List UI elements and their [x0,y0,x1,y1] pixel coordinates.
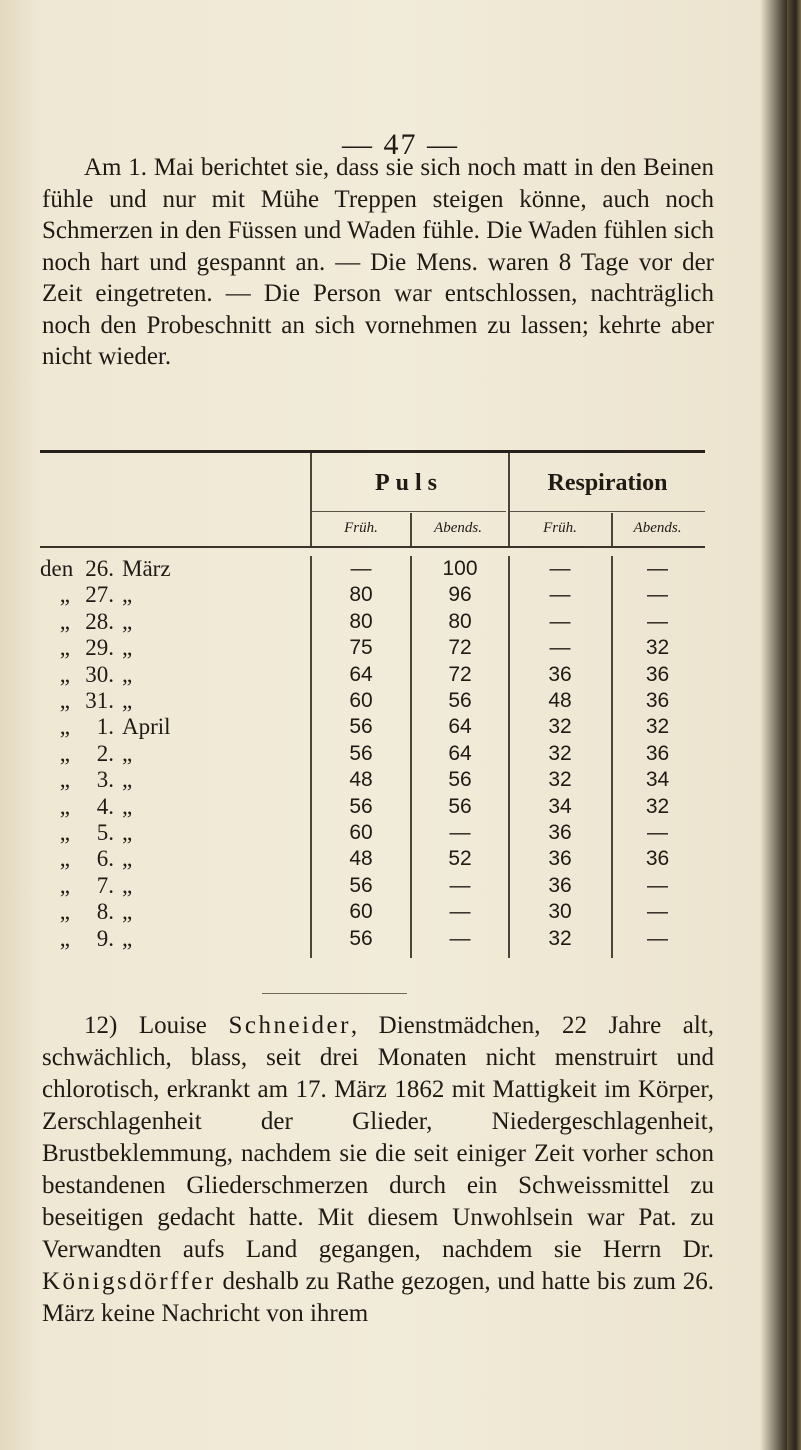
column-divider [410,513,412,546]
table-row [40,741,705,767]
date-cell [40,609,312,635]
respiration-frueh-cell: 30 [548,900,572,924]
date-day: 4. [96,793,114,819]
puls-frueh-cell: 80 [349,609,373,633]
table-header-rule [40,546,705,548]
table-row [40,873,705,899]
table-row [40,582,705,608]
date-month: „ [122,608,133,634]
date-prefix: den [40,556,74,581]
puls-frueh-cell: 64 [349,662,373,686]
puls-frueh-cell: 60 [349,821,373,845]
table-row [40,794,705,820]
puls-abends-cell: 100 [442,557,478,580]
date-prefix: „ [59,740,70,766]
respiration-abends-cell: 34 [645,768,670,792]
case-description-end: deshalb zu Rathe gezogen, und hatte bis zum 26. März keine Nachricht von ihrem [42,1268,715,1327]
respiration-frueh-cell: — [549,609,571,633]
date-month: „ [122,635,133,661]
table-row [40,820,705,846]
respiration-frueh-cell: 32 [548,741,572,765]
respiration-frueh-cell: — [549,636,571,660]
puls-abends-cell: — [449,873,471,897]
date-cell [40,714,312,740]
date-cell [40,635,312,661]
date-month: April [122,714,171,740]
respiration-abends-cell: — [647,557,668,580]
puls-frueh-cell: 80 [349,583,373,607]
respiration-frueh-cell: — [549,583,571,607]
date-prefix: „ [59,661,70,687]
date-prefix: „ [59,767,70,793]
date-cell [40,662,312,688]
date-month: „ [122,793,133,819]
column-divider [508,453,510,546]
paragraph-case-12 [42,1010,714,1330]
respiration-frueh-cell: 36 [548,662,572,686]
puls-frueh-cell: — [350,557,372,580]
respiration-abends-cell: 32 [645,794,670,818]
table-row [40,846,705,872]
date-prefix: „ [59,793,70,819]
date-day: 27. [85,582,114,608]
pulse-respiration-table [40,556,705,952]
respiration-abends-cell: 36 [645,847,670,871]
date-cell [40,556,312,582]
date-month: „ [122,740,133,766]
respiration-abends-cell: — [647,926,668,950]
puls-frueh-cell: 56 [349,741,373,765]
respiration-abends-cell: 36 [645,689,670,713]
header-respiration: Respiration [547,470,668,496]
column-divider [611,513,613,546]
respiration-subheader-rule [510,511,705,512]
date-month: „ [122,767,133,793]
respiration-frueh-cell: 34 [548,794,572,818]
table-row [40,662,705,688]
puls-abends-cell: 56 [448,768,472,792]
puls-abends-cell: 80 [448,609,472,633]
respiration-abends-cell: 32 [645,715,670,739]
date-prefix: „ [59,872,70,898]
date-cell [40,794,312,820]
respiration-frueh-cell: 32 [548,768,572,792]
respiration-frueh-cell: 48 [548,689,572,713]
date-month: „ [122,872,133,898]
table-row [40,926,705,952]
puls-abends-cell: — [449,926,471,950]
puls-frueh-cell: 60 [349,689,373,713]
patient-surname: Schneider [228,1012,351,1039]
book-spine-edge [787,0,801,1450]
puls-abends-cell: 64 [448,715,472,739]
respiration-frueh-cell: 32 [548,926,572,950]
puls-frueh-cell: 75 [349,636,373,660]
date-month: März [122,556,171,581]
puls-frueh-cell: 56 [349,715,373,739]
puls-abends-cell: 52 [448,847,472,871]
date-day: 30. [85,661,114,687]
date-prefix: „ [59,899,70,925]
date-month: „ [122,688,133,714]
table-row [40,767,705,793]
respiration-abends-cell: 36 [645,741,670,765]
table-bottom-rule [262,993,407,994]
respiration-frueh-cell: 36 [548,847,572,871]
date-prefix: „ [59,846,70,872]
puls-abends-cell: 56 [448,794,472,818]
subheader-resp-abends: Abends. [633,520,682,536]
date-day: 31. [85,688,114,714]
table-row [40,609,705,635]
respiration-abends-cell: — [647,873,668,897]
date-day: 9. [96,925,114,951]
respiration-abends-cell: — [647,821,668,845]
date-month: „ [122,899,133,925]
date-day: 3. [96,767,114,793]
subheader-puls-abends: Abends. [434,520,482,536]
case-description: , Dienstmädchen, 22 Jahre alt, schwächlich, blass, seit drei Monaten nicht menstruirt und chlorotisch, erkrankt am 17. März 1862 mit Mattigkeit im Körper, Zerschlagenheit der Glieder, Niedergeschlagenheit, Brustbeklemmung, nachdem sie die seit einiger Zeit vorher schon bestandenen Gliederschmerzen durch ein Schweissmittel zu beseitigen gedacht hatte. Mit diesem Unwohlsein war Pat. zu Verwandten aufs Land gegangen, nachdem sie Herrn Dr. [42,1012,715,1263]
date-day: 26. [85,556,114,581]
puls-frueh-cell: 48 [349,768,373,792]
puls-abends-cell: 96 [448,583,472,607]
puls-frueh-cell: 56 [349,873,373,897]
puls-subheader-rule [312,511,506,512]
date-day: 5. [96,820,114,846]
column-divider [310,453,312,546]
paragraph-text: Am 1. Mai berichtet sie, dass sie sich noch matt in den Beinen fühle und nur mit Mühe Treppen steigen könne, auch noch Schmerzen in den Füssen und Waden fühle. Die Waden fühlen sich noch hart und gespannt an. — Die Mens. waren 8 Tage vor der Zeit eingetreten. — Die Person war entschlossen, nachträglich noch den Probeschnitt an sich vornehmen zu lassen; kehrte aber nicht wieder. [42,154,714,370]
puls-frueh-cell: 56 [349,926,373,950]
respiration-frueh-cell: 36 [548,873,572,897]
date-cell [40,741,312,767]
table-row [40,556,705,582]
table-row [40,688,705,714]
date-day: 1. [96,714,114,740]
date-cell [40,767,312,793]
doctor-name: Königsdörffer [42,1268,216,1295]
date-cell [40,873,312,899]
header-puls: Puls [374,470,443,496]
date-month: „ [122,820,133,846]
date-day: 7. [96,872,114,898]
date-month: „ [122,582,133,608]
date-prefix: „ [59,608,70,634]
date-prefix: „ [59,635,70,661]
page-number: — 47 — [342,128,459,161]
table-row [40,714,705,740]
table-top-rule [40,450,705,453]
puls-abends-cell: 56 [448,689,472,713]
puls-abends-cell: — [449,900,471,924]
date-month: „ [122,925,133,951]
date-prefix: „ [59,582,70,608]
date-prefix: „ [59,820,70,846]
puls-frueh-cell: 60 [349,900,373,924]
date-cell [40,582,312,608]
respiration-abends-cell: — [647,900,668,924]
date-prefix: „ [59,925,70,951]
date-month: „ [122,661,133,687]
puls-abends-cell: 64 [448,741,472,765]
date-day: 2. [96,740,114,766]
respiration-abends-cell: — [647,609,668,633]
date-cell [40,926,312,952]
respiration-frueh-cell: 32 [548,715,572,739]
respiration-abends-cell: — [647,583,668,607]
subheader-puls-frueh: Früh. [344,520,378,536]
date-prefix: „ [59,714,70,740]
date-month: „ [122,846,133,872]
subheader-resp-frueh: Früh. [543,520,577,536]
puls-abends-cell: — [449,821,471,845]
puls-frueh-cell: 48 [349,847,373,871]
date-day: 8. [96,899,114,925]
table-row [40,635,705,661]
date-day: 29. [85,635,114,661]
date-cell [40,820,312,846]
date-cell [40,899,312,925]
puls-abends-cell: 72 [448,636,472,660]
date-day: 6. [96,846,114,872]
puls-abends-cell: 72 [448,662,472,686]
date-cell [40,846,312,872]
case-number: 12) [84,1012,118,1039]
date-cell [40,688,312,714]
date-prefix: „ [59,688,70,714]
respiration-frueh-cell: 36 [548,821,572,845]
paragraph-report-may [42,152,714,373]
respiration-abends-cell: 36 [645,662,670,686]
patient-first-name: Louise [138,1012,207,1039]
table-row [40,899,705,925]
respiration-abends-cell: 32 [645,636,670,660]
date-day: 28. [85,608,114,634]
table-body [40,556,705,952]
puls-frueh-cell: 56 [349,794,373,818]
respiration-frueh-cell: — [549,557,571,580]
